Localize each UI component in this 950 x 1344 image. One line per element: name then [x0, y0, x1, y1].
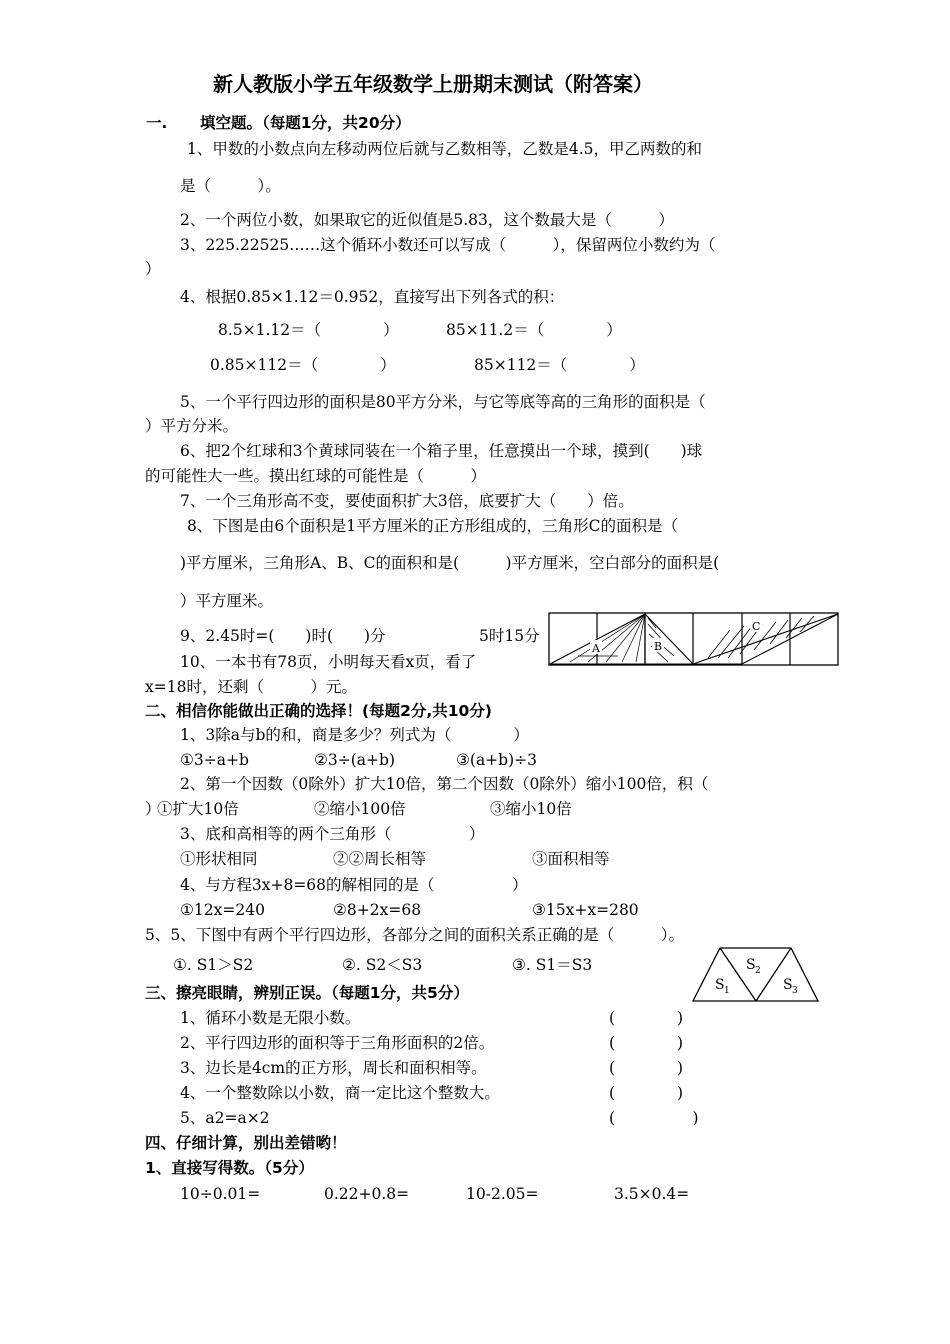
s2-q1-opt3: ③(a+b)÷3 — [456, 751, 537, 769]
calc-2: 0.22+0.8= — [324, 1185, 410, 1203]
parallelogram-figure — [691, 946, 821, 1004]
page-title: 新人教版小学五年级数学上册期末测试（附答案） — [213, 72, 653, 96]
calc-1: 10÷0.01= — [180, 1185, 261, 1203]
s3-item1: 1、循环小数是无限小数。 — [180, 1009, 361, 1027]
s3-item3: 3、边长是4cm的正方形，周长和面积相等。 — [180, 1059, 487, 1077]
s2-q3: 3、底和高相等的两个三角形（ ） — [180, 825, 485, 843]
q5-line2: ）平方分米。 — [145, 417, 239, 435]
s2-q2-opt1: ①扩大10倍 — [157, 800, 239, 818]
s3-item4-bracket: ( ) — [609, 1084, 684, 1102]
s2-q4-opt2: ②8+2x=68 — [333, 901, 422, 919]
s2-q2-opt2: ②缩小100倍 — [314, 800, 406, 818]
s2-q2-opt3: ③缩小10倍 — [490, 800, 572, 818]
q2: 2、一个两位小数，如果取它的近似值是5.83，这个数最大是（ ） — [180, 211, 674, 229]
squares-figure — [548, 612, 840, 668]
s2-q1-opt2: ②3÷(a+b) — [314, 751, 395, 769]
q8-line1: 8、下图是由6个面积是1平方厘米的正方形组成的，三角形C的面积是（ — [187, 517, 678, 535]
s2-q5-opt3: ③. S1＝S3 — [512, 956, 593, 974]
section4-header: 四、仔细计算，别出差错哟！ — [145, 1134, 347, 1152]
s3-subscript: 3 — [792, 986, 798, 996]
q4: 4、根据0.85×1.12＝0.952，直接写出下列各式的积： — [180, 288, 565, 306]
s2-q5-opt2: ②. S2＜S3 — [342, 956, 423, 974]
q3-line1: 3、225.22525……这个循环小数还可以写成（ ），保留两位小数约为（ — [180, 236, 716, 254]
s2-q1: 1、3除a与b的和，商是多少？列式为（ ） — [180, 726, 529, 744]
s3-item1-bracket: ( ) — [609, 1009, 684, 1027]
q1-line2: 是（ ）。 — [180, 177, 281, 195]
s2-q3-opt3: ③面积相等 — [532, 850, 610, 868]
s2-q5: 5、5、下图中有两个平行四边形，各部分之间的面积关系正确的是（ ）。 — [145, 926, 684, 944]
q1-line1: 1、甲数的小数点向左移动两位后就与乙数相等，乙数是4.5，甲乙两数的和 — [187, 140, 703, 158]
q5-line1: 5、一个平行四边形的面积是80平方分米，与它等底等高的三角形的面积是（ — [180, 393, 706, 411]
s2-label: S — [746, 957, 756, 973]
s2-q2-line1: 2、第一个因数（0除外）扩大10倍，第二个因数（0除外）缩小100倍，积（ — [180, 775, 709, 793]
q7: 7、一个三角形高不变，要使面积扩大3倍，底要扩大（ ）倍。 — [180, 492, 634, 510]
q9: 9、2.45时=( )时( )分 — [180, 627, 386, 645]
s3-item2: 2、平行四边形的面积等于三角形面积的2倍。 — [180, 1034, 495, 1052]
s2-q3-opt2: ②②周长相等 — [333, 850, 427, 868]
q9-second: 5时15分 — [479, 627, 540, 645]
q8-line3: ）平方厘米。 — [180, 592, 274, 610]
q3-line2: ） — [145, 260, 161, 278]
section1-header: 填空题。（每题1分，共20分） — [200, 114, 411, 132]
s3-item2-bracket: ( ) — [609, 1034, 684, 1052]
q8-line2: )平方厘米，三角形A、B、C的面积和是( )平方厘米，空白部分的面积是( — [180, 554, 720, 572]
triangle-b-label: B — [654, 640, 663, 653]
calc-3: 10-2.05= — [466, 1185, 539, 1203]
s2-q4: 4、与方程3x+8=68的解相同的是（ ） — [180, 876, 528, 894]
s2-q1-opt1: ①3÷a+b — [180, 751, 249, 769]
section3-header: 三、擦亮眼睛，辨别正误。（每题1分，共5分） — [145, 984, 469, 1002]
section1-number: 一. — [146, 114, 168, 132]
q4-expr3: 0.85×112＝（ ） — [210, 356, 396, 374]
calc-4: 3.5×0.4= — [614, 1185, 690, 1203]
s2-q4-opt1: ①12x=240 — [180, 901, 265, 919]
s2-q5-opt1: ①. S1＞S2 — [173, 956, 254, 974]
s2-q2-line2: ） — [145, 800, 161, 818]
s2-q3-opt1: ①形状相同 — [180, 850, 258, 868]
q10-line1: 10、一本书有78页，小明每天看x页，看了 — [180, 653, 477, 671]
s2-subscript: 2 — [755, 966, 761, 976]
s2-q4-opt3: ③15x+x=280 — [532, 901, 639, 919]
triangle-c-label: C — [752, 620, 761, 633]
s3-label: S — [783, 977, 793, 993]
q4-expr1: 8.5×1.12＝（ ） — [218, 321, 399, 339]
s3-item5: 5、a2=a×2 — [180, 1109, 270, 1127]
s3-item3-bracket: ( ) — [609, 1059, 684, 1077]
section4-sub1: 1、直接写得数。（5分） — [145, 1159, 314, 1177]
s1-label: S — [715, 977, 725, 993]
triangle-a-label: A — [592, 642, 600, 655]
q6-line2: 的可能性大一些。摸出红球的可能性是（ ） — [145, 467, 487, 485]
s1-subscript: 1 — [724, 986, 730, 996]
s3-item4: 4、一个整数除以小数，商一定比这个整数大。 — [180, 1084, 500, 1102]
section2-header: 二、相信你能做出正确的选择！(每题2分,共10分) — [145, 702, 492, 720]
q4-expr2: 85×11.2＝（ ） — [446, 321, 622, 339]
q6-line1: 6、把2个红球和3个黄球同装在一个箱子里，任意摸出一个球，摸到( )球 — [180, 442, 703, 460]
q4-expr4: 85×112＝（ ） — [474, 356, 645, 374]
s3-item5-bracket: ( ) — [609, 1109, 699, 1127]
q10-line2: x=18时，还剩（ ）元。 — [145, 678, 357, 696]
